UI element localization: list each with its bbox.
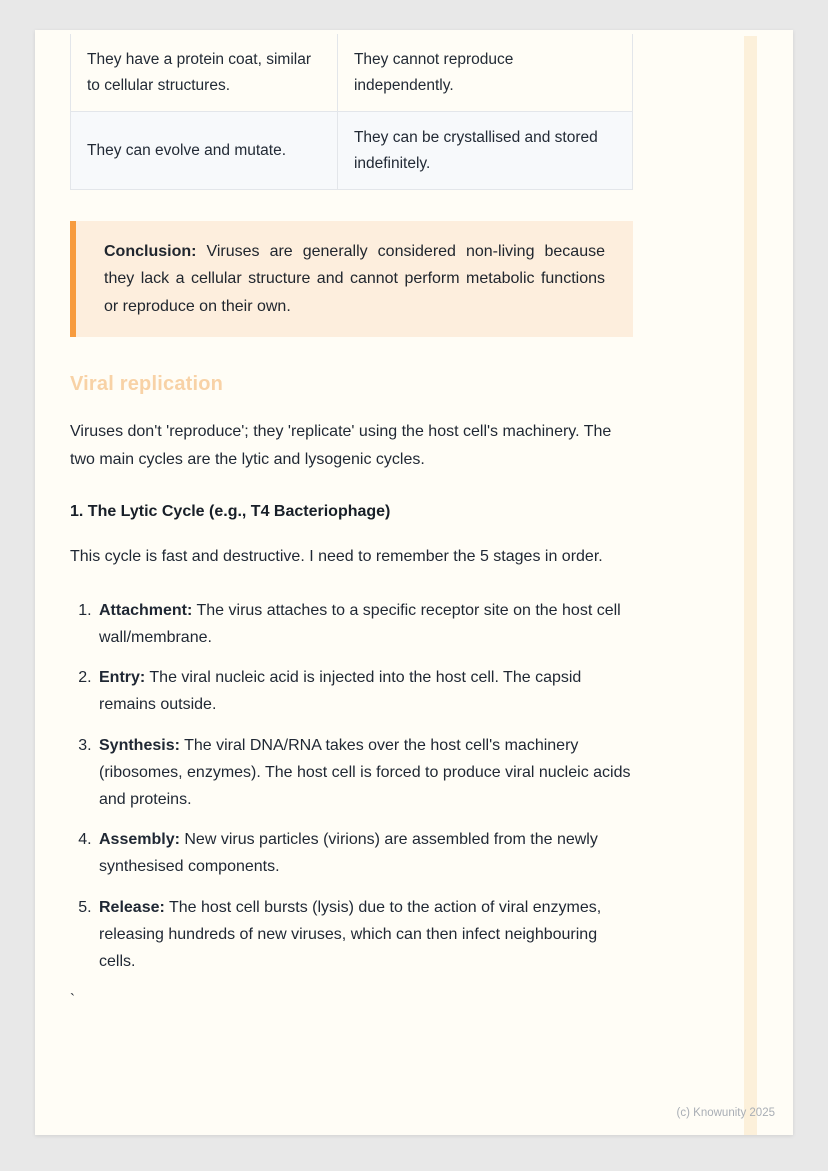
table-cell: They cannot reproduce independently.: [337, 34, 632, 112]
comparison-table: [70, 34, 633, 190]
table-row: [71, 34, 633, 112]
table-cell: They can evolve and mutate.: [71, 112, 338, 190]
step-text: The viral nucleic acid is injected into the host cell. The capsid remains outside.: [99, 669, 582, 714]
copyright-footer: (c) Knowunity 2025: [676, 1107, 775, 1119]
step-label: Entry:: [99, 669, 146, 687]
step-label: Assembly:: [99, 831, 180, 849]
document-page: [35, 30, 793, 1135]
list-item: [96, 664, 633, 718]
step-text: The host cell bursts (lysis) due to the action of viral enzymes, releasing hundreds of new viruses, which can then infect neighbouring cells.: [99, 898, 602, 970]
step-label: Synthesis:: [99, 736, 180, 754]
callout-label: Conclusion:: [104, 243, 197, 261]
list-item: [96, 597, 633, 651]
viral-replication-heading: Viral replication: [70, 372, 224, 395]
step-text: The viral DNA/RNA takes over the host cell's machinery (ribosomes, enzymes). The host cell is forced to produce viral nucleic acids and proteins.: [99, 736, 631, 808]
lead-paragraph: This cycle is fast and destructive. I need to remember the 5 stages in order.: [70, 547, 603, 565]
lytic-cycle-subheading: 1. The Lytic Cycle (e.g., T4 Bacteriophage): [70, 502, 391, 520]
table-cell: They can be crystallised and stored indefinitely.: [337, 112, 632, 190]
step-label: Release:: [99, 898, 165, 916]
step-label: Attachment:: [99, 601, 193, 619]
list-item: [96, 732, 633, 814]
list-item: [96, 826, 633, 880]
conclusion-callout: [70, 221, 633, 337]
table-row: [71, 112, 633, 190]
lytic-cycle-list: [70, 597, 633, 975]
stray-character: `: [70, 991, 75, 1009]
table-cell: They have a protein coat, similar to cellular structures.: [71, 34, 338, 112]
step-text: The virus attaches to a specific receptor site on the host cell wall/membrane.: [99, 601, 621, 646]
document-content: [35, 30, 793, 1008]
step-text: New virus particles (virions) are assembled from the newly synthesised components.: [99, 831, 598, 876]
list-item: [96, 894, 633, 976]
callout-text: Viruses are generally considered non-living because they lack a cellular structure and cannot perform metabolic functions or reproduce on their own.: [104, 243, 605, 315]
intro-paragraph: Viruses don't 'reproduce'; they 'replicate' using the host cell's machinery. The two main cycles are the lytic and lysogenic cycles.: [70, 422, 612, 468]
